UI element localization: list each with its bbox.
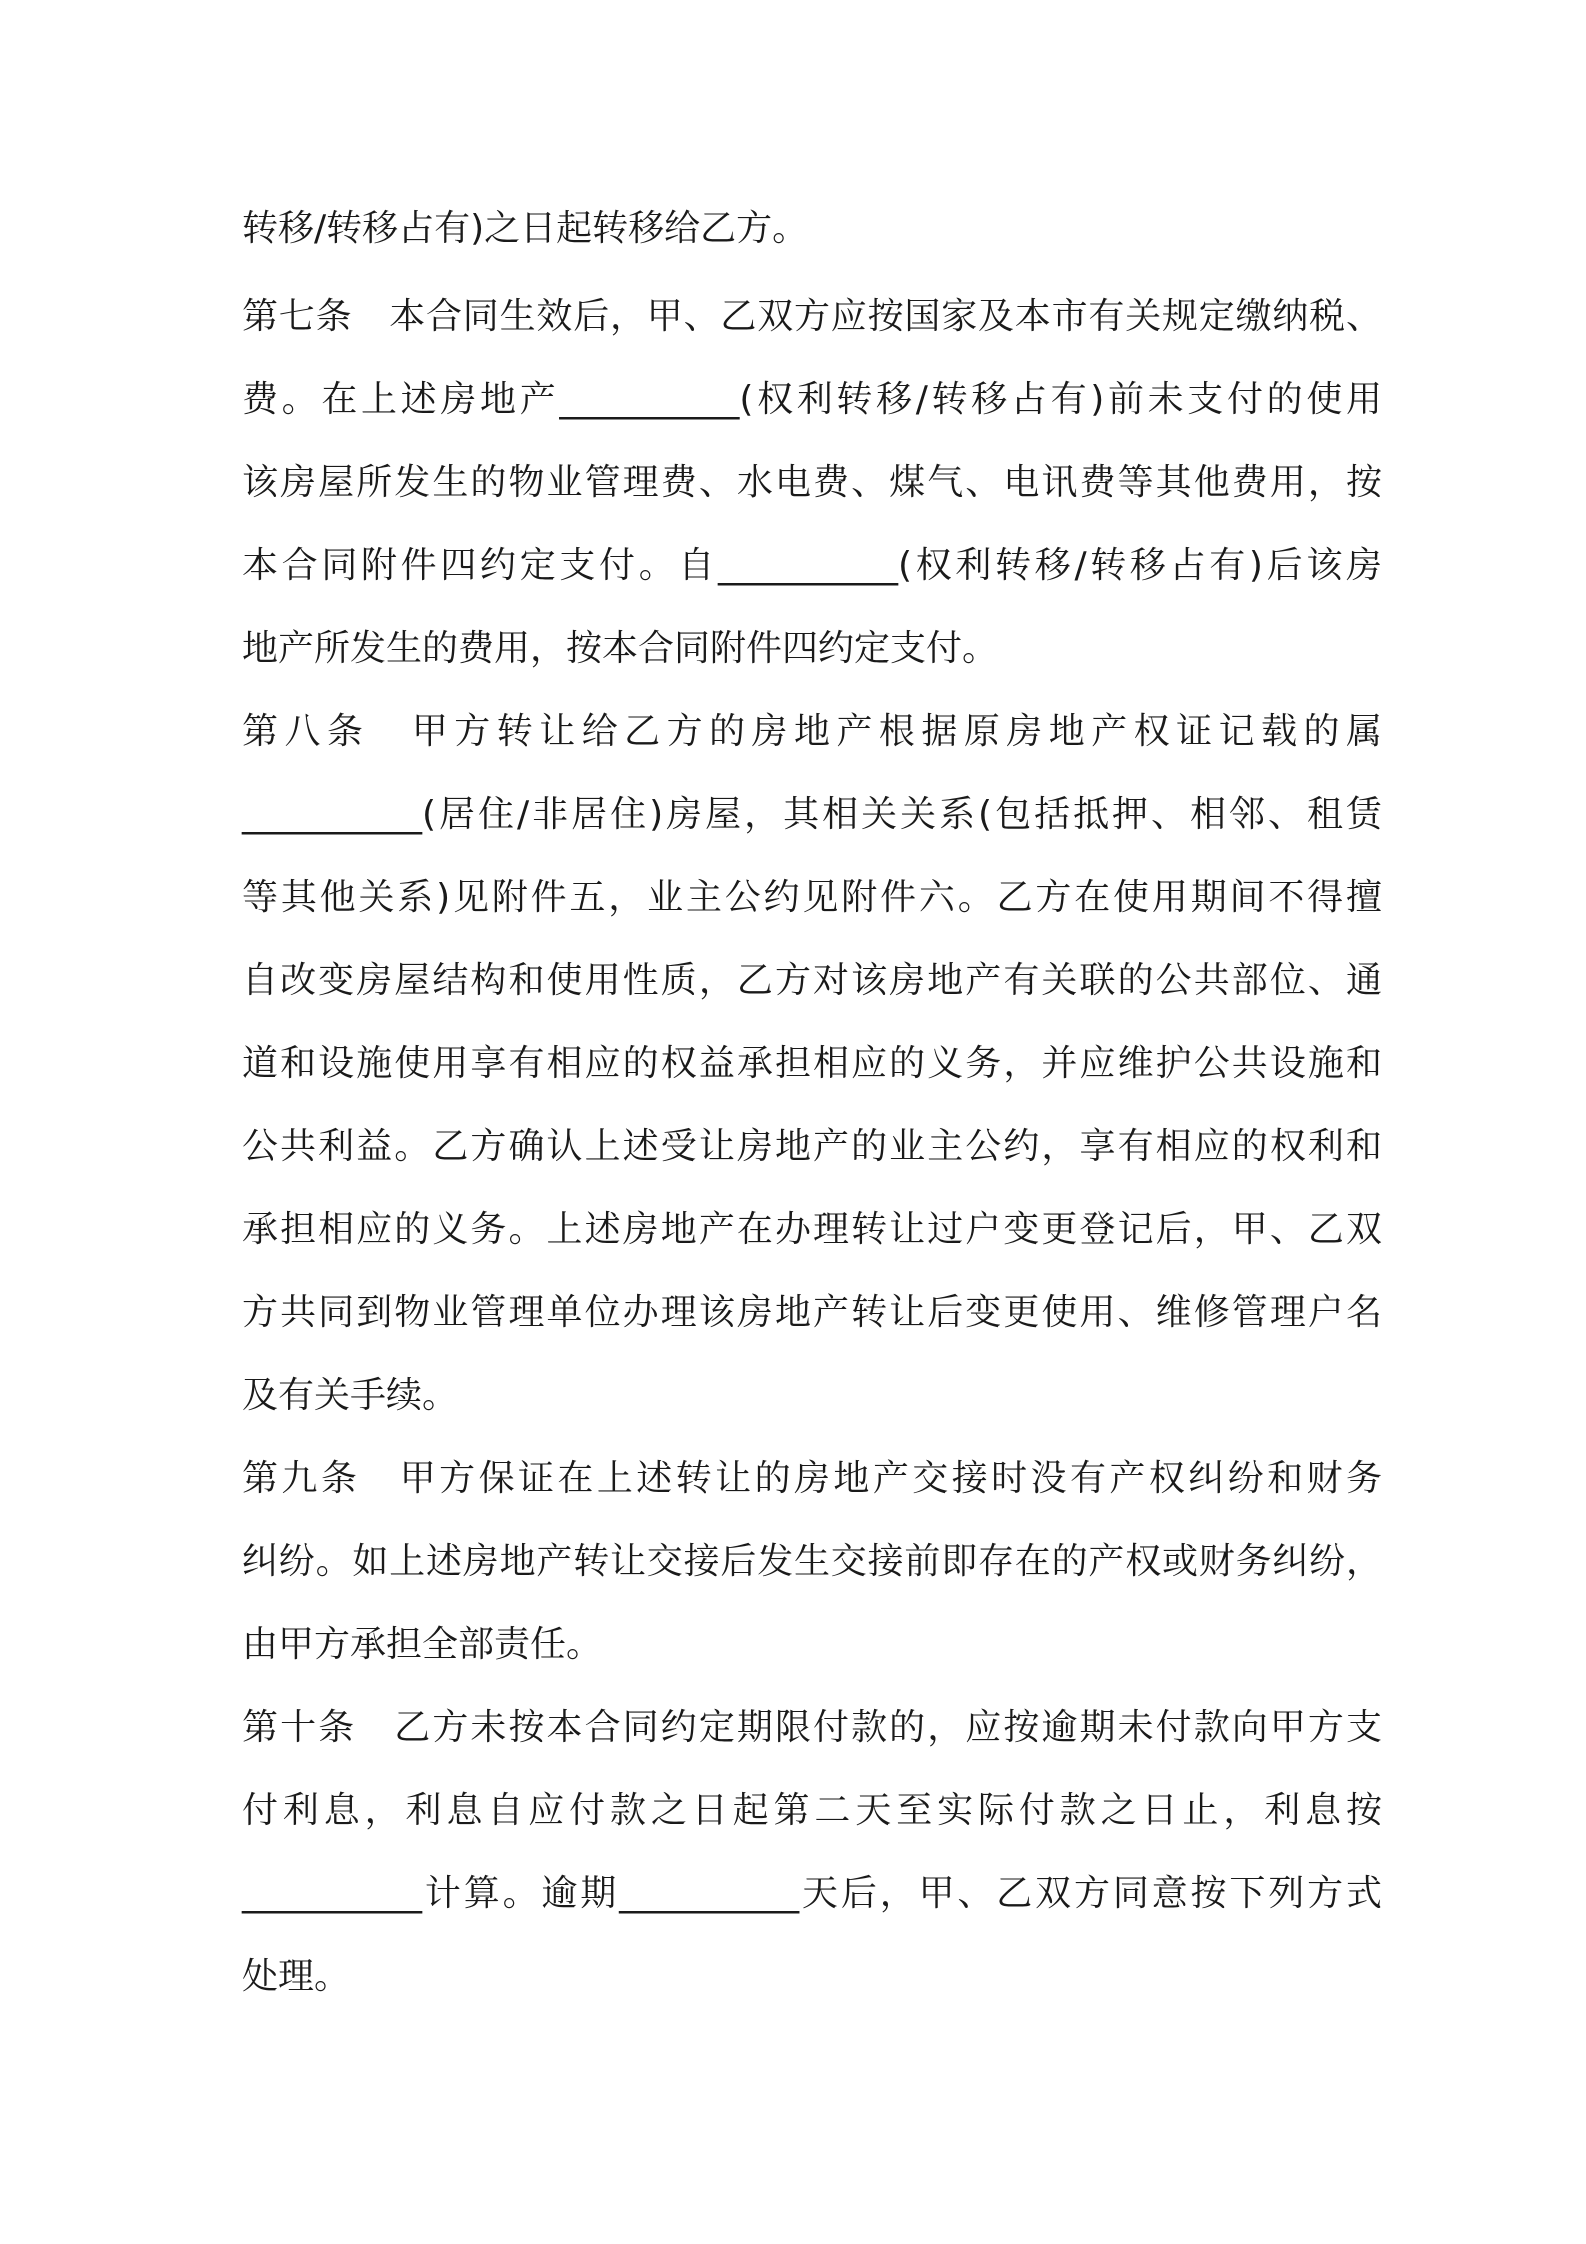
text-line: 付利息，利息自应付款之日起第二天至实际付款之日止，利息按 (242, 1790, 1382, 1831)
text-line: 费。在上述房地产__________(权利转移/转移占有)前未支付的使用 (242, 379, 1382, 420)
text-line: 及有关手续。 (242, 1375, 459, 1416)
text-line: 该房屋所发生的物业管理费、水电费、煤气、电讯费等其他费用，按 (242, 462, 1382, 503)
text-line: 承担相应的义务。上述房地产在办理转让过户变更登记后，甲、乙双 (242, 1209, 1382, 1250)
text-line: 本合同附件四约定支付。自__________(权利转移/转移占有)后该房 (242, 545, 1382, 586)
text-line: 自改变房屋结构和使用性质，乙方对该房地产有关联的公共部位、通 (242, 960, 1382, 1001)
text-line: 地产所发生的费用，按本合同附件四约定支付。 (242, 628, 999, 669)
text-line: __________计算。逾期__________天后，甲、乙双方同意按下列方式 (242, 1873, 1382, 1914)
text-line: 道和设施使用享有相应的权益承担相应的义务，并应维护公共设施和 (242, 1043, 1382, 1084)
text-line: 转移/转移占有)之日起转移给乙方。 (242, 208, 809, 249)
text-line: 公共利益。乙方确认上述受让房地产的业主公约，享有相应的权利和 (242, 1126, 1382, 1167)
text-line: 方共同到物业管理单位办理该房地产转让后变更使用、维修管理户名 (242, 1292, 1382, 1333)
text-line: 等其他关系)见附件五，业主公约见附件六。乙方在使用期间不得擅 (242, 877, 1382, 918)
text-line: 由甲方承担全部责任。 (242, 1624, 603, 1665)
article-7-heading-line: 第七条 本合同生效后，甲、乙双方应按国家及本市有关规定缴纳税、 (242, 296, 1382, 337)
text-line: 处理。 (242, 1956, 351, 1997)
text-line: __________(居住/非居住)房屋，其相关关系(包括抵押、相邻、租赁 (242, 794, 1382, 835)
text-line: 纠纷。如上述房地产转让交接后发生交接前即存在的产权或财务纠纷， (242, 1541, 1382, 1582)
article-8-heading-line: 第八条 甲方转让给乙方的房地产根据原房地产权证记载的属 (242, 711, 1382, 752)
article-10-heading-line: 第十条 乙方未按本合同约定期限付款的，应按逾期未付款向甲方支 (242, 1707, 1382, 1748)
article-9-heading-line: 第九条 甲方保证在上述转让的房地产交接时没有产权纠纷和财务 (242, 1458, 1382, 1499)
